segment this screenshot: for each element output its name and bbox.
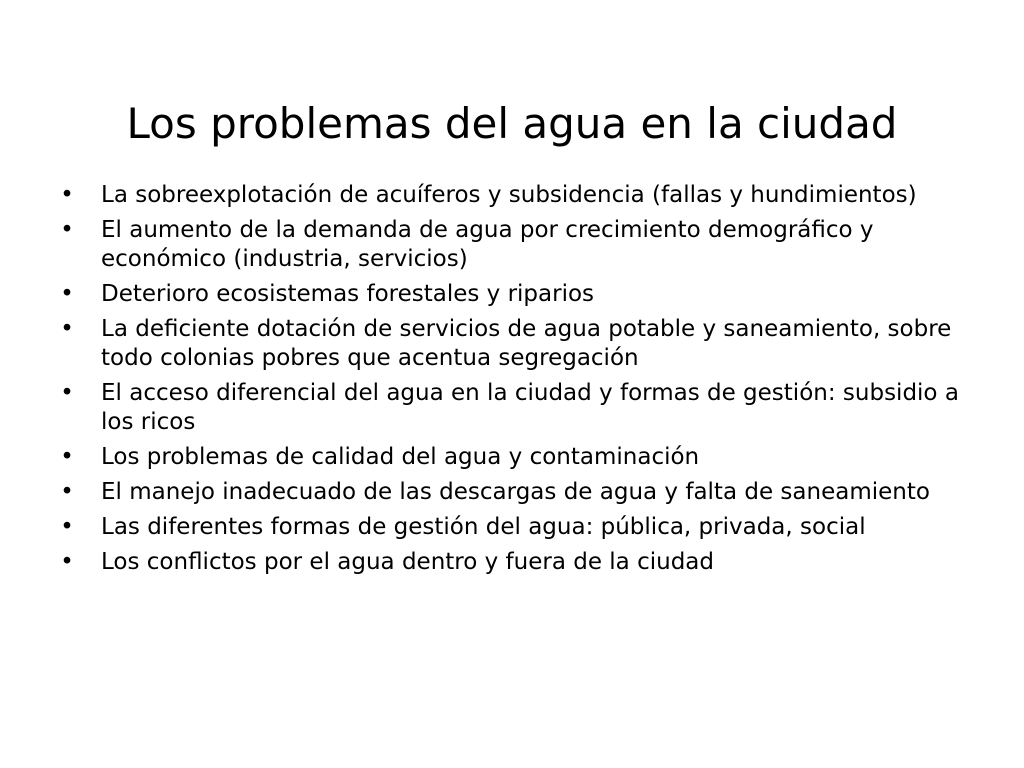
bullet-icon: • — [60, 549, 74, 575]
list-item — [60, 181, 964, 210]
list-item-text: La sobreexplotación de acuíferos y subsidencia (fallas y hundimientos) — [101, 182, 917, 208]
list-item-text: El aumento de la demanda de agua por crecimiento demográfico y económico (industria, servicios) — [101, 217, 874, 272]
bullet-icon: • — [60, 514, 74, 540]
list-item-text: Deterioro ecosistemas forestales y riparios — [101, 281, 595, 307]
bullet-icon: • — [60, 479, 74, 505]
list-item-text: Las diferentes formas de gestión del agua: pública, privada, social — [101, 514, 866, 540]
list-item-text: El manejo inadecuado de las descargas de agua y falta de saneamiento — [101, 479, 930, 505]
list-item — [60, 513, 964, 542]
list-item — [60, 443, 964, 472]
list-item — [60, 280, 964, 309]
bullet-list — [60, 181, 964, 583]
list-item-text: La deficiente dotación de servicios de agua potable y saneamiento, sobre todo colonias pobres que acentua segregación — [101, 316, 952, 371]
list-item-text: Los problemas de calidad del agua y contaminación — [101, 444, 700, 470]
slide-title: Los problemas del agua en la ciudad — [126, 99, 898, 149]
list-item — [60, 548, 964, 577]
bullet-icon: • — [60, 182, 74, 208]
list-item-text: Los conflictos por el agua dentro y fuera de la ciudad — [101, 549, 714, 575]
bullet-icon: • — [60, 444, 74, 470]
list-item — [60, 478, 964, 507]
list-item-text: El acceso diferencial del agua en la ciudad y formas de gestión: subsidio a los ricos — [101, 380, 959, 435]
bullet-icon: • — [60, 217, 74, 243]
bullet-icon: • — [60, 316, 74, 342]
bullet-icon: • — [60, 281, 74, 307]
list-item — [60, 216, 964, 274]
bullet-icon: • — [60, 380, 74, 406]
list-item — [60, 379, 964, 437]
list-item — [60, 315, 964, 373]
